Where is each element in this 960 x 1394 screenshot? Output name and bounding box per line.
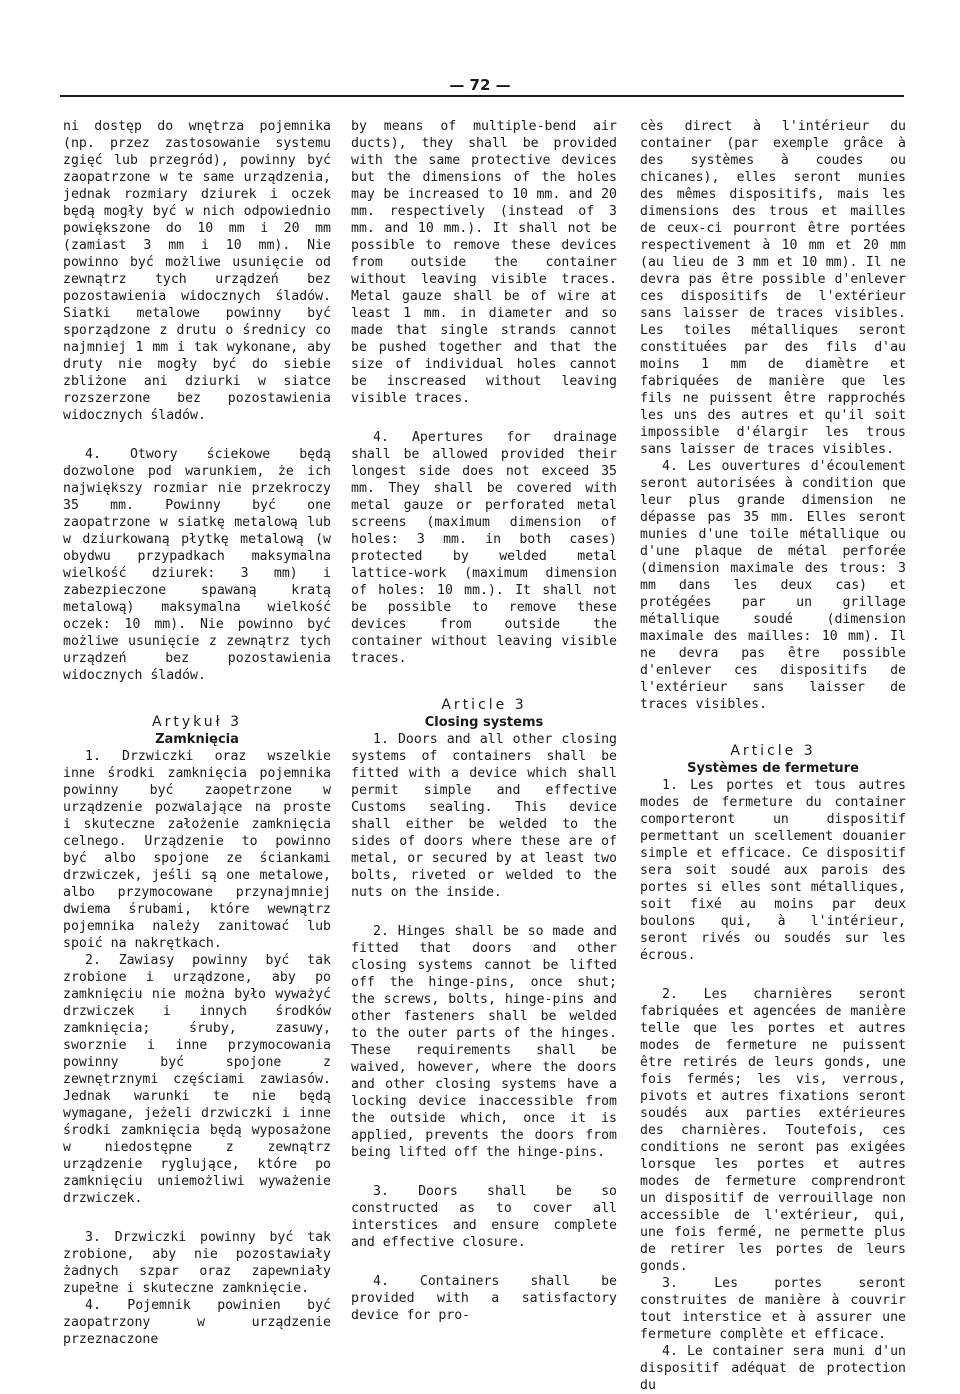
article-title: Systèmes de fermeture	[687, 761, 859, 776]
paragraph-intro: ni dostęp do wnętrza pojemnika (np. przez zastosowanie systemu zgięć lub przegród), powinny być zaopatrzone w te same urządzenia, jednak rozmiary dziurek i oczek będą mogły być w nich odpowiednio powiększone do 10 mm i 20 mm (zamiast 3 mm i 10 mm). Nie powinno być możliwe usunięcie od zewnątrz tych urządzeń bez pozostawienia widocznych śladów. Siatki metalowe powinny być sporządzone z drutu o średnicy co najmniej 1 mm i tak wykonane, aby druty nie mogły być do siebie zbliżone ani dziurki w siatce rozszerzone bez pozostawienia widocznych śladów.	[63, 119, 331, 423]
paragraph-4: 4. Apertures for drainage shall be allowed provided their longest side does not exceed 35 mm. They shall be covered with metal gauze or perforated metal screens (maximum dimension of holes: 3 mm. in both cases) protected by welded metal lattice-work (maximum dimension of holes: 10 mm.). It shall not be possible to remove these devices from outside the container without leaving visible traces.	[351, 430, 617, 666]
section-4: 4. Le container sera muni d'un dispositif adéquat de protection du	[640, 1344, 906, 1393]
section-1: 1. Drzwiczki oraz wszelkie inne środki zamknięcia pojemnika powinny być zaopetrzone w urządzenie pozwalające na proste i skuteczne założenie zamknięcia celnego. Urządzenie to powinno być albo spojone ze ściankami drzwiczek, jeśli są one metalowe, albo przymocowane przynajmniej dwiema śrubami, które wewnątrz pojemnika należy zanitować lub spoić na nakrętkach.	[63, 749, 331, 951]
paragraph-4: 4. Les ouvertures d'écoulement seront autorisées à condition que leur plus grande dimension ne dépasse pas 35 mm. Elles seront munies d'une toile métallique ou d'une plaque de métal perforée (dimension maximale des trous: 3 mm dans les deux cas) et protégées par un grillage métallique soudé (dimension maximale des mailles: 10 mm). Il ne devra pas être possible d'enlever ces dispositifs de l'extérieur sans laisser de traces visibles.	[640, 459, 906, 712]
section-3: 3. Les portes seront construites de manière à couvrir tout interstice et à assurer une fermeture complète et efficace.	[640, 1276, 906, 1342]
article-heading: Artykuł 3	[152, 714, 242, 730]
column-english	[351, 118, 617, 1324]
paragraph-4: 4. Otwory ściekowe będą dozwolone pod warunkiem, że ich największy rozmiar nie przekroczy 35 mm. Powinny być one zaopatrzone w siatkę metalową lub w dziurkowaną płytkę metalową (w obydwu przypadkach maksymalna wielkość dziurek: 3 mm) i zabezpieczone spawaną kratą metalową) maksymalna wielkość oczek: 10 mm). Nie powinno być możliwe usunięcie z zewnątrz tych urządzeń bez pozostawienia widocznych śladów.	[63, 447, 331, 683]
column-french	[640, 118, 906, 1394]
article-heading: Article 3	[730, 743, 816, 759]
section-2: 2. Hinges shall be so made and fitted that doors and other closing systems cannot be lifted off the hinge-pins, once shut; the screws, bolts, hinge-pins and other fasteners shall be welded to the outer parts of the hinges. These requirements shall be waived, however, where the doors and other closing systems have a locking device inaccessible from the outside which, once it is applied, prevents the doors from being lifted off the hinge-pins.	[351, 924, 617, 1160]
section-3: 3. Doors shall be so constructed as to cover all interstices and ensure complete and effective closure.	[351, 1184, 617, 1250]
article-title: Closing systems	[424, 715, 544, 730]
paragraph-intro: cès direct à l'intérieur du container (par exemple grâce à des systèmes à coudes ou chicanes), elles seront munies des mêmes dispositifs, mais les dimensions des trous et mailles de ceux-ci pourront être portées respectivement à 10 mm et 20 mm (au lieu de 3 mm et 10 mm). Il ne devra pas être possible d'enlever ces dispositifs de l'extérieur sans laisser de traces visibles. Les toiles métalliques seront constituées par des fils d'au moins 1 mm de diamètre et fabriquées de manière que les fils ne puissent être rapprochés les uns des autres et qu'il soit impossible d'élargir les trous sans laisser de traces visibles.	[640, 119, 906, 457]
section-1: 1. Les portes et tous autres modes de fermeture du container comporteront un dispositif permettant un scellement douanier simple et efficace. Ce dispositif sera soit soudé aux parois des portes si elles sont métalliques, soit fixé au moins par deux boulons qui, à l'intérieur, seront rivés ou soudés sur les écrous.	[640, 778, 906, 963]
section-2: 2. Les charnières seront fabriquées et agencées de manière telle que les portes et autres modes de fermeture ne puissent être retirés de leurs gonds, une fois fermés; les vis, verrous, pivots et autres fixations seront soudés aux parties extérieures des charnières. Toutefois, ces conditions ne seront pas exigées lorsque les portes et autres modes de fermeture comprendront un dispositif de verrouillage non accessible de l'extérieur, qui, une fois fermé, ne permette plus de retirer les portes de leurs gonds.	[640, 987, 906, 1274]
article-heading: Article 3	[441, 697, 527, 713]
section-4: 4. Pojemnik powinien być zaopatrzony w urządzenie przeznaczone	[63, 1298, 331, 1347]
article-title: Zamknięcia	[155, 732, 239, 747]
header-rule	[60, 95, 904, 97]
column-polish	[63, 118, 331, 1348]
section-2: 2. Zawiasy powinny być tak zrobione i urządzone, aby po zamknięciu nie można było wyważyć drzwiczek i innych środków zamknięcia; śruby, zasuwy, sworznie i inne przymocowania powinny być spojone z zewnętrznymi częściami zawiasów. Jednak warunki te nie będą wymagane, jeżeli drzwiczki i inne środki zamknięcia będą wyposażone w niedostępne z zewnątrz urządzenie ryglujące, które po zamknięciu uniemożliwi wyważenie drzwiczek.	[63, 953, 331, 1206]
section-3: 3. Drzwiczki powinny być tak zrobione, aby nie pozostawiały żadnych szpar oraz zapewniały zupełne i skuteczne zamknięcie.	[63, 1230, 331, 1296]
section-4: 4. Containers shall be provided with a satisfactory device for pro-	[351, 1274, 617, 1323]
paragraph-intro: by means of multiple-bend air ducts), they shall be provided with the same protective devices but the dimensions of the holes may be increased to 10 mm. and 20 mm. respectively (instead of 3 mm. and 10 mm.). It shall not be possible to remove these devices from outside the container without leaving visible traces. Metal gauze shall be of wire at least 1 mm. in diameter and so made that single strands cannot be pushed together and that the size of individual holes cannot be inscreased without leaving visible traces.	[351, 119, 617, 406]
page-number: — 72 —	[449, 76, 511, 94]
section-1: 1. Doors and all other closing systems of containers shall be fitted with a device which shall permit simple and effective Customs sealing. This device shall either be welded to the sides of doors where these are of metal, or secured by at least two bolts, riveted or welded to the nuts on the inside.	[351, 732, 617, 900]
